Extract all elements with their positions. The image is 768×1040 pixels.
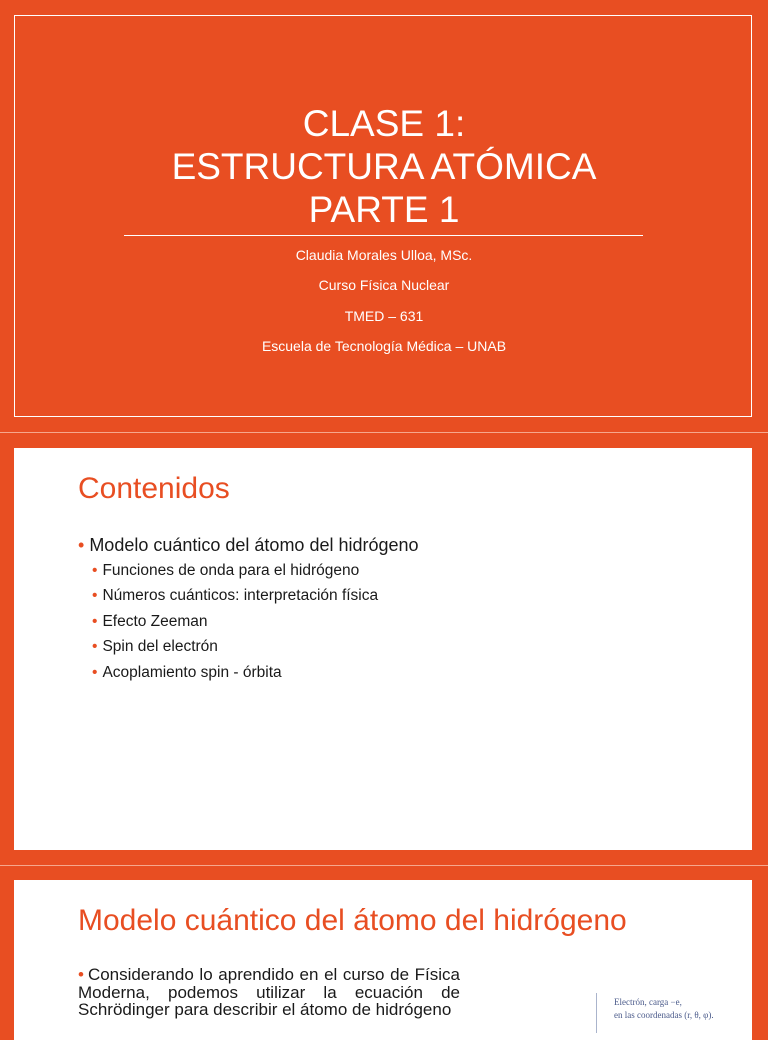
model-paragraph xyxy=(78,966,460,1019)
model-heading: Modelo cuántico del átomo del hidrógeno xyxy=(78,904,627,937)
bullet-dot: • xyxy=(78,535,85,555)
slide-separator xyxy=(0,865,768,866)
atom-figure xyxy=(594,993,734,1033)
list-item xyxy=(92,587,378,605)
list-item-label: Números cuánticos: interpretación física xyxy=(102,587,379,604)
title-line-1: CLASE 1: xyxy=(302,103,466,144)
school-name: Escuela de Tecnología Médica – UNAB xyxy=(261,338,507,354)
bullet-dot: • xyxy=(92,664,98,681)
figure-caption: Electrón, carga −e, xyxy=(614,997,682,1007)
author-name: Claudia Morales Ulloa, MSc. xyxy=(295,247,473,263)
list-item-label: Acoplamiento spin - órbita xyxy=(102,664,282,681)
list-item xyxy=(92,638,218,656)
list-item-label: Spin del electrón xyxy=(102,638,218,655)
title-divider xyxy=(124,235,643,236)
list-item xyxy=(92,613,208,631)
list-item xyxy=(92,562,359,580)
contents-heading: Contenidos xyxy=(78,472,230,505)
bullet-dot: • xyxy=(78,965,84,984)
course-name: Curso Física Nuclear xyxy=(318,277,450,293)
title-slide xyxy=(0,0,768,432)
bullet-dot: • xyxy=(92,587,98,604)
bullet-dot: • xyxy=(92,613,98,630)
list-item-label: Efecto Zeeman xyxy=(102,613,208,630)
slide-separator xyxy=(0,432,768,433)
bullet-dot: • xyxy=(92,638,98,655)
figure-axis xyxy=(596,993,597,1033)
figure-caption: en las coordenadas (r, θ, φ). xyxy=(614,1010,714,1020)
title-line-3: PARTE 1 xyxy=(308,189,460,230)
list-item xyxy=(92,664,282,682)
list-item-main xyxy=(78,535,419,556)
list-item-label: Funciones de onda para el hidrógeno xyxy=(102,562,360,579)
course-code: TMED – 631 xyxy=(344,308,424,324)
list-item-label: Modelo cuántico del átomo del hidrógeno xyxy=(89,535,419,555)
paragraph-text: Considerando lo aprendido en el curso de Física Moderna, podemos utilizar la ecuación de Schrödinger para describir el átomo de hidrógeno xyxy=(78,965,460,1019)
slide-title xyxy=(0,102,768,231)
title-line-2: ESTRUCTURA ATÓMICA xyxy=(171,146,597,187)
bullet-dot: • xyxy=(92,562,98,579)
